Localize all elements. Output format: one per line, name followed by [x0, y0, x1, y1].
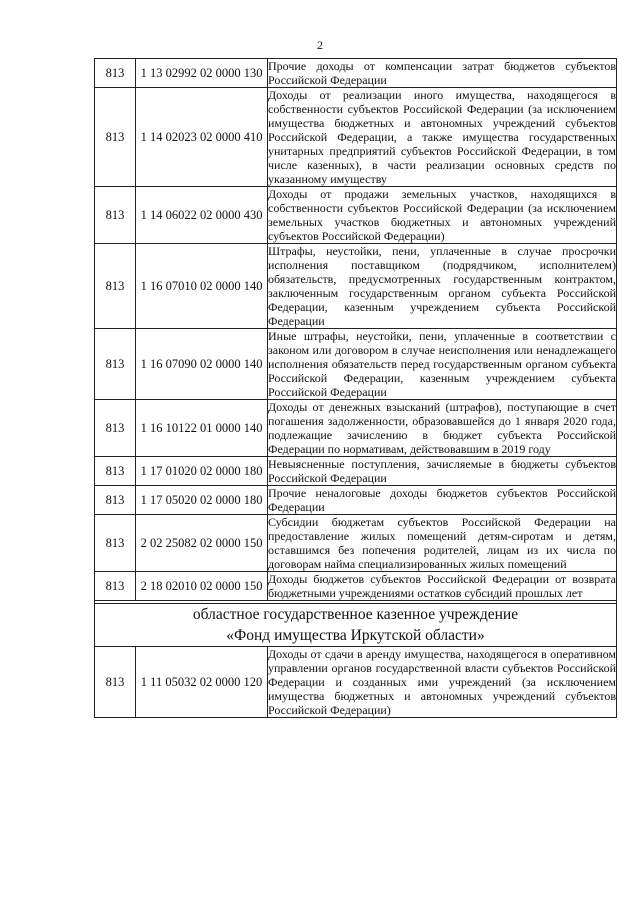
- revenue-name-cell: Доходы от денежных взысканий (штрафов), поступающие в счет погашения задолженности, образовавшейся до 1 января 2020 года, подлежащие зачислению в бюджет субъекта Российской Федерации по нормативам, действовавшим в 2019 году: [268, 400, 616, 456]
- revenue-code-cell: 1 16 07090 02 0000 140: [136, 329, 268, 400]
- admin-code-cell: 813: [95, 647, 136, 718]
- revenue-code-cell: 1 16 07010 02 0000 140: [136, 244, 268, 329]
- table-row: [95, 400, 617, 457]
- revenue-name-cell: Доходы от сдачи в аренду имущества, находящегося в оперативном управлении органов государственной власти субъектов Российской Федерации и созданных ими учреждений (за исключением имущества бюджетных и автономных учреждений субъектов Российской Федерации): [268, 647, 616, 717]
- section-header-cell: [95, 604, 617, 647]
- revenue-code-cell: 1 17 05020 02 0000 180: [136, 486, 268, 515]
- admin-code-cell: 813: [95, 187, 136, 244]
- revenue-name-cell: Доходы от продажи земельных участков, находящихся в собственности субъектов Российской Федерации (за исключением земельных участков бюджетных и автономных учреждений субъектов Российской Федерации): [268, 187, 616, 243]
- table-row: [95, 329, 617, 400]
- table-row: [95, 572, 617, 601]
- revenue-code-cell: 1 16 10122 01 0000 140: [136, 400, 268, 457]
- section-header-row: [95, 604, 617, 647]
- table-row: [95, 647, 617, 718]
- admin-code-cell: 813: [95, 329, 136, 400]
- admin-code-cell: 813: [95, 572, 136, 601]
- table-row: [95, 59, 617, 88]
- revenue-code-cell: 1 17 01020 02 0000 180: [136, 457, 268, 486]
- page-number: 2: [317, 38, 323, 52]
- revenue-name-cell: Прочие неналоговые доходы бюджетов субъектов Российской Федерации: [268, 486, 616, 514]
- admin-code-cell: 813: [95, 59, 136, 88]
- table-row: [95, 457, 617, 486]
- revenue-code-cell: 2 02 25082 02 0000 150: [136, 515, 268, 572]
- admin-code-cell: 813: [95, 486, 136, 515]
- revenue-code-cell: 1 11 05032 02 0000 120: [136, 647, 268, 718]
- table-row: [95, 486, 617, 515]
- revenue-name-cell: Прочие доходы от компенсации затрат бюджетов субъектов Российской Федерации: [268, 59, 616, 87]
- admin-code-cell: 813: [95, 457, 136, 486]
- admin-code-cell: 813: [95, 515, 136, 572]
- admin-code-cell: 813: [95, 400, 136, 457]
- admin-code-cell: 813: [95, 244, 136, 329]
- revenue-name-cell: Штрафы, неустойки, пени, уплаченные в случае просрочки исполнения поставщиком (подрядчиком, исполнителем) обязательств, предусмотренных государственным контрактом, заключенным государственным органом субъекта Российской Федерации, казенным учреждением субъекта Российской Федерации: [268, 244, 616, 328]
- table-row: [95, 88, 617, 187]
- table-row: [95, 187, 617, 244]
- revenue-code-table: [94, 58, 617, 718]
- revenue-name-cell: Доходы бюджетов субъектов Российской Федерации от возврата бюджетными учреждениями остатков субсидий прошлых лет: [268, 572, 616, 600]
- section-title-line2: «Фонд имущества Иркутской области»: [226, 627, 485, 644]
- revenue-code-cell: 1 14 02023 02 0000 410: [136, 88, 268, 187]
- section-title-line1: областное государственное казенное учреждение: [192, 606, 519, 623]
- revenue-code-cell: 1 14 06022 02 0000 430: [136, 187, 268, 244]
- admin-code-cell: 813: [95, 88, 136, 187]
- table-row: [95, 515, 617, 572]
- revenue-code-cell: 2 18 02010 02 0000 150: [136, 572, 268, 601]
- revenue-code-cell: 1 13 02992 02 0000 130: [136, 59, 268, 88]
- table-row: [95, 244, 617, 329]
- revenue-name-cell: Субсидии бюджетам субъектов Российской Федерации на предоставление жилых помещений детям-сиротам и детям, оставшимся без попечения родителей, лицам из их числа по договорам найма специализированных жилых помещений: [268, 515, 616, 571]
- revenue-name-cell: Иные штрафы, неустойки, пени, уплаченные в соответствии с законом или договором в случае неисполнения или ненадлежащего исполнения обязательств перед государственным органом субъекта Российской Федерации, казенным учреждением субъекта Российской Федерации: [268, 329, 616, 399]
- revenue-name-cell: Невыясненные поступления, зачисляемые в бюджеты субъектов Российской Федерации: [268, 457, 616, 485]
- revenue-name-cell: Доходы от реализации иного имущества, находящегося в собственности субъектов Российской Федерации (за исключением имущества бюджетных и автономных учреждений субъектов Российской Федерации, а также имущества государственных унитарных предприятий субъектов Российской Федерации, в том числе казенных), в части реализации основных средств по указанному имуществу: [268, 88, 616, 186]
